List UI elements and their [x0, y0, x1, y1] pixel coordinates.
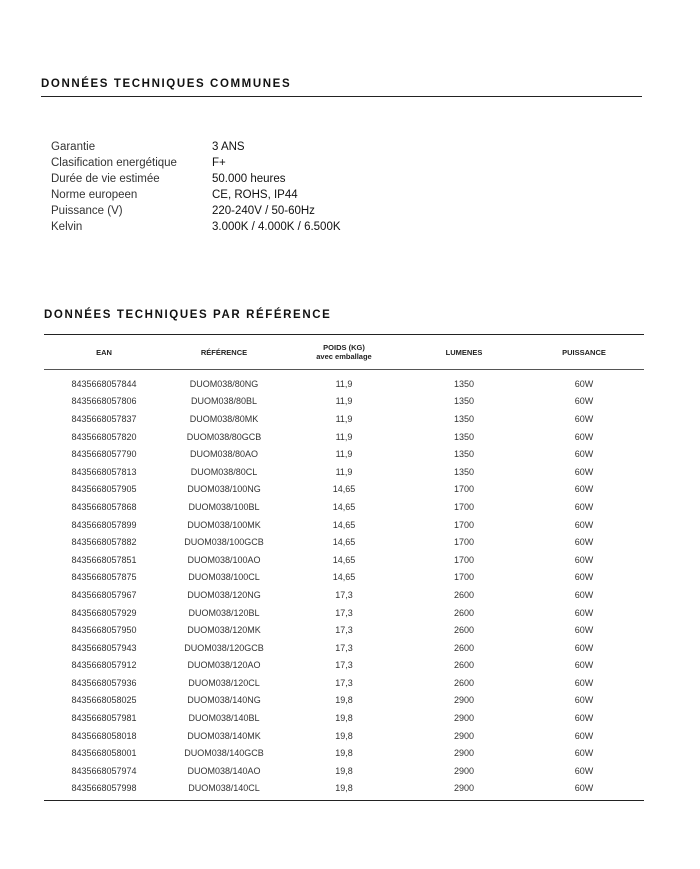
cell-power: 60W: [574, 765, 594, 776]
cell-reference: DUOM038/140AO: [187, 765, 261, 776]
cell-weight: 14,65: [332, 501, 356, 512]
cell-lumens: 1350: [453, 378, 475, 389]
table-row: [44, 780, 644, 801]
spec-row: [51, 219, 341, 235]
header-weight: [284, 335, 404, 370]
cell-ean: 8435668057936: [71, 677, 137, 688]
cell-lumens: 2600: [453, 677, 475, 688]
table-row: [44, 410, 644, 428]
cell-lumens: 1700: [453, 554, 475, 565]
cell-weight: 17,3: [335, 677, 353, 688]
cell-ean: 8435668057790: [71, 449, 137, 460]
cell-power: 60W: [574, 589, 594, 600]
spec-label: Puissance (V): [51, 205, 123, 217]
cell-lumens: 2900: [453, 765, 475, 776]
cell-lumens: 2900: [453, 748, 475, 759]
cell-ean: 8435668057899: [71, 519, 137, 530]
table-row: [44, 428, 644, 446]
cell-reference: DUOM038/120MK: [187, 625, 261, 636]
cell-weight: 19,8: [335, 783, 353, 794]
cell-power: 60W: [574, 748, 594, 759]
reference-table: [44, 334, 644, 801]
cell-ean: 8435668057844: [71, 378, 137, 389]
cell-lumens: 1700: [453, 537, 475, 548]
cell-power: 60W: [574, 466, 594, 477]
cell-ean: 8435668058025: [71, 695, 137, 706]
table-row: [44, 533, 644, 551]
cell-lumens: 1700: [453, 519, 475, 530]
cell-weight: 14,65: [332, 519, 356, 530]
cell-ean: 8435668057806: [71, 396, 137, 407]
cell-lumens: 2600: [453, 607, 475, 618]
spec-label: Garantie: [51, 141, 96, 153]
reference-specs-title: DONNÉES TECHNIQUES PAR RÉFÉRENCE: [44, 309, 332, 321]
cell-reference: DUOM038/100AO: [187, 554, 261, 565]
cell-power: 60W: [574, 501, 594, 512]
table-row: [44, 762, 644, 780]
cell-power: 60W: [574, 449, 594, 460]
cell-lumens: 1700: [453, 484, 475, 495]
cell-reference: DUOM038/120BL: [188, 607, 260, 618]
cell-power: 60W: [574, 642, 594, 653]
table-row: [44, 569, 644, 587]
spec-label: Norme europeen: [51, 189, 138, 201]
spec-value: 3 ANS: [212, 141, 245, 153]
cell-weight: 14,65: [332, 554, 356, 565]
table-header-row: [44, 335, 644, 370]
cell-reference: DUOM038/80MK: [189, 413, 259, 424]
cell-reference: DUOM038/120CL: [188, 677, 260, 688]
cell-power: 60W: [574, 378, 594, 389]
cell-lumens: 1350: [453, 413, 475, 424]
cell-weight: 17,3: [335, 625, 353, 636]
cell-lumens: 1700: [453, 501, 475, 512]
cell-reference: DUOM038/80AO: [189, 449, 259, 460]
cell-ean: 8435668057998: [71, 783, 137, 794]
cell-ean: 8435668057929: [71, 607, 137, 618]
cell-reference: DUOM038/140CL: [188, 783, 260, 794]
cell-weight: 14,65: [332, 572, 356, 583]
cell-ean: 8435668057974: [71, 765, 137, 776]
table-row: [44, 657, 644, 675]
header-ean: EAN: [44, 335, 164, 370]
table-row: [44, 481, 644, 499]
cell-weight: 11,9: [335, 466, 353, 477]
cell-ean: 8435668057882: [71, 537, 137, 548]
cell-lumens: 2900: [453, 695, 475, 706]
spec-label: Clasification energétique: [51, 157, 177, 169]
cell-power: 60W: [574, 396, 594, 407]
cell-weight: 14,65: [332, 484, 356, 495]
cell-power: 60W: [574, 554, 594, 565]
cell-weight: 19,8: [335, 765, 353, 776]
table-row: [44, 516, 644, 534]
spec-value: 220-240V / 50-60Hz: [212, 205, 315, 217]
cell-lumens: 2900: [453, 713, 475, 724]
cell-weight: 17,3: [335, 642, 353, 653]
cell-power: 60W: [574, 677, 594, 688]
cell-power: 60W: [574, 607, 594, 618]
spec-label: Durée de vie estimée: [51, 173, 160, 185]
cell-power: 60W: [574, 783, 594, 794]
cell-reference: DUOM038/80NG: [189, 378, 259, 389]
cell-lumens: 1350: [453, 466, 475, 477]
table-row: [44, 744, 644, 762]
spec-row: [51, 155, 341, 171]
table-row: [44, 370, 644, 393]
cell-lumens: 1350: [453, 396, 475, 407]
common-specs-list: [51, 139, 341, 235]
cell-power: 60W: [574, 413, 594, 424]
cell-power: 60W: [574, 484, 594, 495]
table-row: [44, 727, 644, 745]
table-row: [44, 393, 644, 411]
cell-ean: 8435668058018: [71, 730, 137, 741]
cell-ean: 8435668057868: [71, 501, 137, 512]
cell-power: 60W: [574, 730, 594, 741]
header-weight-line1: POIDS (KG): [323, 343, 365, 352]
cell-reference: DUOM038/120NG: [187, 589, 261, 600]
cell-reference: DUOM038/120GCB: [184, 642, 264, 653]
table-row: [44, 621, 644, 639]
cell-lumens: 2600: [453, 625, 475, 636]
cell-ean: 8435668057943: [71, 642, 137, 653]
spec-value: F+: [212, 157, 226, 169]
spec-row: [51, 203, 341, 219]
cell-lumens: 2900: [453, 730, 475, 741]
cell-ean: 8435668057950: [71, 625, 137, 636]
table-row: [44, 692, 644, 710]
cell-reference: DUOM038/140NG: [187, 695, 261, 706]
table-row: [44, 551, 644, 569]
common-specs-title: DONNÉES TECHNIQUES COMMUNES: [41, 78, 292, 90]
cell-weight: 11,9: [335, 449, 353, 460]
table-row: [44, 463, 644, 481]
cell-ean: 8435668057875: [71, 572, 137, 583]
cell-lumens: 1350: [453, 431, 475, 442]
cell-weight: 19,8: [335, 713, 353, 724]
cell-ean: 8435668058001: [71, 748, 137, 759]
cell-lumens: 1700: [453, 572, 475, 583]
cell-power: 60W: [574, 713, 594, 724]
cell-power: 60W: [574, 695, 594, 706]
cell-weight: 11,9: [335, 413, 353, 424]
cell-lumens: 2600: [453, 660, 475, 671]
cell-lumens: 2600: [453, 589, 475, 600]
cell-power: 60W: [574, 572, 594, 583]
cell-ean: 8435668057851: [71, 554, 137, 565]
cell-ean: 8435668057820: [71, 431, 137, 442]
cell-weight: 14,65: [332, 537, 356, 548]
cell-weight: 19,8: [335, 730, 353, 741]
cell-ean: 8435668057981: [71, 713, 137, 724]
table-row: [44, 674, 644, 692]
cell-reference: DUOM038/140BL: [188, 713, 260, 724]
cell-reference: DUOM038/100GCB: [184, 537, 264, 548]
header-power: PUISSANCE: [524, 335, 644, 370]
cell-weight: 19,8: [335, 748, 353, 759]
cell-power: 60W: [574, 431, 594, 442]
cell-reference: DUOM038/140GCB: [184, 748, 264, 759]
cell-reference: DUOM038/80GCB: [186, 431, 262, 442]
common-specs-divider: [41, 96, 642, 97]
cell-weight: 19,8: [335, 695, 353, 706]
cell-power: 60W: [574, 660, 594, 671]
spec-value: 50.000 heures: [212, 173, 286, 185]
cell-reference: DUOM038/80BL: [190, 396, 258, 407]
cell-reference: DUOM038/140MK: [187, 730, 261, 741]
table-row: [44, 498, 644, 516]
cell-weight: 17,3: [335, 607, 353, 618]
cell-ean: 8435668057837: [71, 413, 137, 424]
cell-reference: DUOM038/80CL: [190, 466, 258, 477]
spec-row: [51, 139, 341, 155]
spec-value: 3.000K / 4.000K / 6.500K: [212, 221, 341, 233]
cell-power: 60W: [574, 625, 594, 636]
cell-power: 60W: [574, 519, 594, 530]
cell-weight: 11,9: [335, 396, 353, 407]
cell-ean: 8435668057813: [71, 466, 137, 477]
cell-lumens: 2600: [453, 642, 475, 653]
cell-ean: 8435668057912: [71, 660, 137, 671]
cell-reference: DUOM038/100CL: [188, 572, 260, 583]
cell-lumens: 1350: [453, 449, 475, 460]
header-weight-line2: avec emballage: [316, 352, 372, 361]
table-row: [44, 709, 644, 727]
cell-weight: 17,3: [335, 660, 353, 671]
cell-reference: DUOM038/100NG: [187, 484, 261, 495]
cell-reference: DUOM038/120AO: [187, 660, 261, 671]
header-lumens: LUMENES: [404, 335, 524, 370]
cell-ean: 8435668057967: [71, 589, 137, 600]
cell-lumens: 2900: [453, 783, 475, 794]
cell-ean: 8435668057905: [71, 484, 137, 495]
cell-weight: 17,3: [335, 589, 353, 600]
header-reference: RÉFÉRENCE: [164, 335, 284, 370]
cell-reference: DUOM038/100BL: [188, 501, 260, 512]
cell-weight: 11,9: [335, 378, 353, 389]
table-row: [44, 586, 644, 604]
table-row: [44, 445, 644, 463]
table-row: [44, 639, 644, 657]
spec-row: [51, 187, 341, 203]
spec-row: [51, 171, 341, 187]
table-row: [44, 604, 644, 622]
spec-label: Kelvin: [51, 221, 83, 233]
spec-value: CE, ROHS, IP44: [212, 189, 298, 201]
cell-weight: 11,9: [335, 431, 353, 442]
cell-reference: DUOM038/100MK: [187, 519, 261, 530]
cell-power: 60W: [574, 537, 594, 548]
